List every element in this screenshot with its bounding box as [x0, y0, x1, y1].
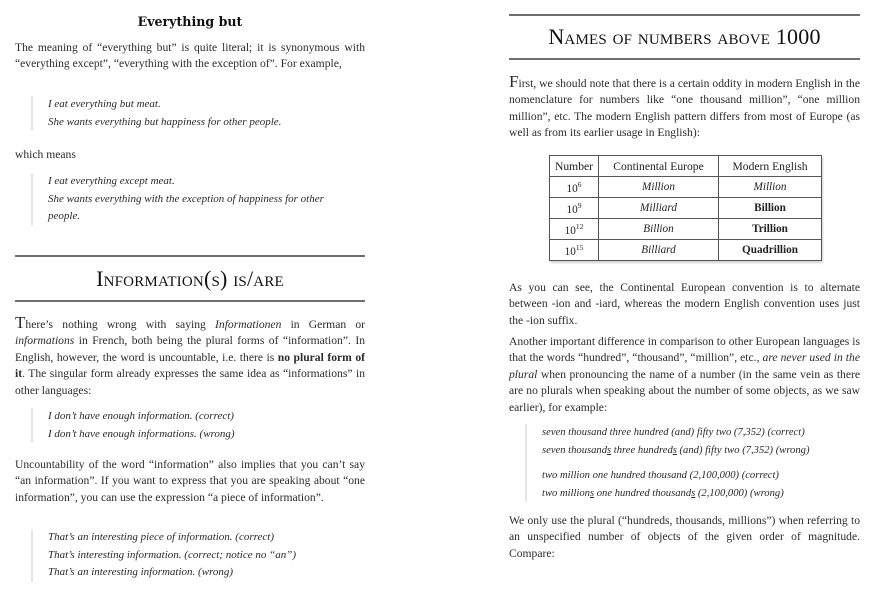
cell-continental: Milliard	[599, 198, 719, 219]
cell-number: $10^9$	[550, 198, 599, 219]
numbers-paragraph-3: We only use the plural (“hundreds, thousands, millions”) when referring to an unspecified number of objects of the given order of magnitude. Compare:	[509, 514, 860, 560]
table-row	[550, 177, 822, 198]
example-line: She wants everything with the exception of happiness for other people.	[48, 192, 324, 222]
table-row	[550, 219, 822, 240]
example-line: I eat everything but meat.	[48, 98, 161, 110]
section-title-numbers: Names of numbers above 1000	[548, 24, 821, 49]
example-line: two millions one hundred thousands (2,100,000) (wrong)	[542, 487, 784, 499]
example-block-3	[31, 408, 366, 443]
which-means-text: which means	[15, 148, 76, 161]
cell-number: $10^{15}$	[550, 240, 599, 261]
numbers-paragraph-2	[509, 334, 860, 416]
section-rule-top	[15, 255, 365, 257]
section-rule-bottom	[509, 58, 860, 60]
information-paragraph-1	[15, 315, 365, 399]
subheading-everything-but: Everything but	[137, 14, 243, 29]
number-examples-block	[525, 424, 860, 502]
text-run: in French, both being the plural forms of “information”. In English, however, the word is uncountable, i.e. there is	[15, 334, 365, 364]
table-header-row	[550, 156, 822, 177]
numbers-paragraph-1: As you can see, the Continental European convention is to alternate between -ion and -iard, whereas the modern English convention uses just the -ion suffix.	[509, 281, 860, 327]
header-modern-english: Modern English	[719, 156, 822, 177]
numbers-intro-paragraph	[509, 74, 860, 142]
intro-paragraph: The meaning of “everything but” is quite literal; it is synonymous with “everything except”, “everything with the exception of”. For example,	[15, 41, 365, 71]
cell-continental: Million	[599, 177, 719, 198]
bold-emphasis: no plural form of it	[15, 350, 365, 381]
number-names-table	[549, 155, 822, 261]
section-title-information: Information(s) is/are	[96, 266, 284, 291]
dropcap: F	[509, 72, 519, 91]
example-line: That’s an interesting piece of information. (correct)	[48, 531, 274, 543]
example-line: I eat everything except meat.	[48, 175, 175, 187]
text-run: here’s nothing wrong with saying	[25, 318, 216, 331]
cell-number: $10^6$	[550, 177, 599, 198]
example-line: seven thousand three hundred (and) fifty two (7,352) (correct)	[542, 427, 805, 438]
cell-english: Quadrillion	[719, 240, 822, 261]
information-paragraph-2: Uncountability of the word “information” also implies that you can’t say “an information”. If you want to express that you are speaking about “one information”, you can use the expression “a piece of information”.	[15, 458, 365, 504]
cell-english: Million	[719, 177, 822, 198]
text-run: in German or	[281, 318, 366, 331]
example-block-1	[31, 96, 366, 131]
text-run: . The singular form already expresses the same idea as “informations” in other languages:	[15, 367, 365, 397]
header-continental-europe: Continental Europe	[599, 156, 719, 177]
text-run: Another important difference in comparison to other European languages is that the words “hundred”, “thousand”, “million”, etc.,	[509, 335, 860, 365]
table-row	[550, 240, 822, 261]
example-block-4	[31, 529, 366, 582]
italic-term: Informationen	[215, 318, 282, 331]
example-line: I don’t have enough informations. (wrong)	[48, 427, 235, 440]
italic-emphasis: are never used in the plural	[509, 351, 860, 381]
cell-number: $10^{12}$	[550, 219, 599, 240]
example-line: That’s an interesting information. (wrong)	[48, 566, 234, 578]
table-row	[550, 198, 822, 219]
spacer	[542, 459, 860, 467]
cell-continental: Billion	[599, 219, 719, 240]
text-run: irst, we should note that there is a certain oddity in modern English in the nomenclature for numbers like “one thousand million”, “one million million”, etc. The modern English pattern differs from most of Europe (as well as from its earlier usage in English):	[509, 77, 860, 140]
section-rule-top	[509, 14, 860, 16]
example-line: That’s interesting information. (correct; notice no “an”)	[48, 548, 296, 561]
text-run: when pronouncing the name of a number (in the same vein as there are no plurals when speaking about the number of some objects, as we saw earlier), for example:	[509, 367, 860, 414]
cell-english: Billion	[719, 198, 822, 219]
italic-term: informations	[15, 334, 75, 348]
example-line: She wants everything but happiness for other people.	[48, 115, 282, 128]
example-line: two million one hundred thousand (2,100,000) (correct)	[542, 470, 779, 481]
example-block-2	[31, 173, 348, 226]
section-rule-bottom	[15, 300, 365, 302]
example-line: seven thousands three hundreds (and) fifty two (7,352) (wrong)	[542, 444, 810, 456]
dropcap: T	[15, 313, 26, 332]
example-line: I don’t have enough information. (correct)	[48, 410, 234, 422]
cell-english: Trillion	[719, 219, 822, 240]
header-number: Number	[550, 156, 599, 177]
cell-continental: Billiard	[599, 240, 719, 261]
